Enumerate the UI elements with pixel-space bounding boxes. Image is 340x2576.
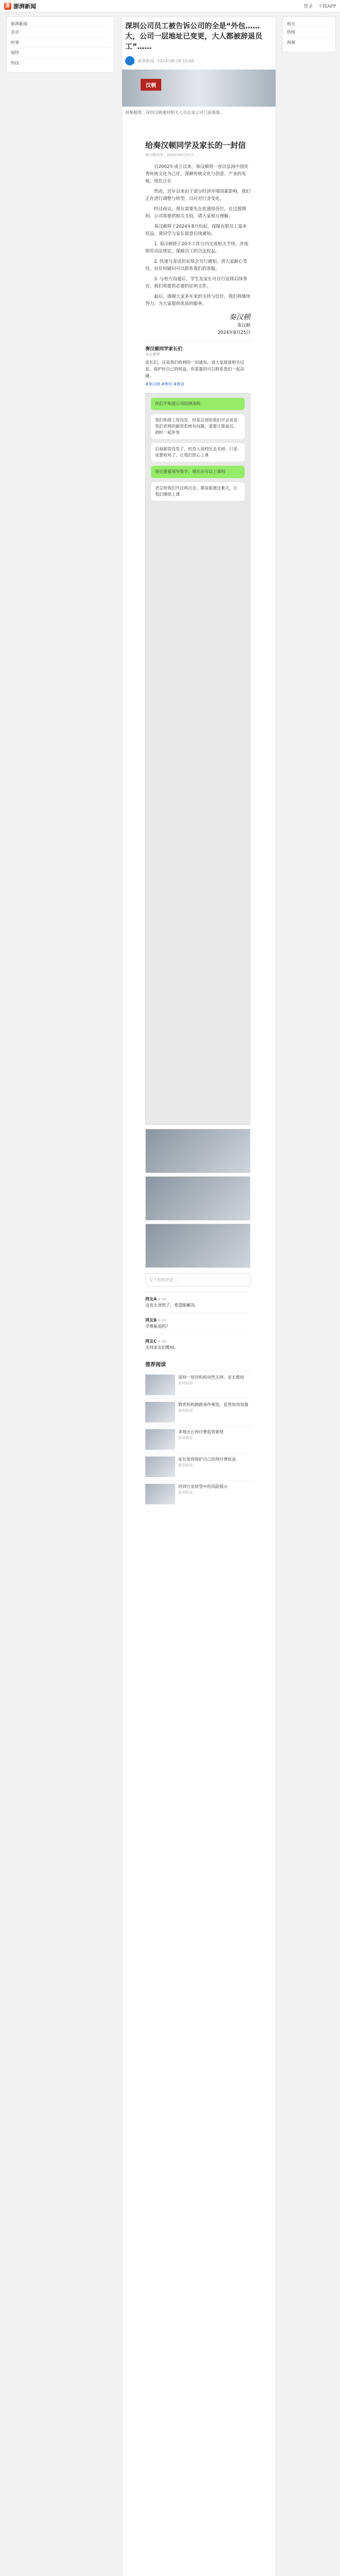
letter-paragraph: 经过商议，现在需要先在此通知各位，在过渡期间，公司将提供相关支持，请大家相互理解。 <box>145 207 246 219</box>
left-sidebar <box>6 16 114 2576</box>
recommend-meta: 澎湃新闻 <box>178 1409 193 1413</box>
post-body: 家长们，这是我们收到的一封通知，请大家留意相关信息，保护好自己的权益，有需要的可以联系我们一起沟通。 <box>145 360 244 378</box>
recommend-meta: 澎湃新闻 <box>178 1490 193 1495</box>
letter-date: 2024年8月25日 <box>166 153 194 157</box>
article-photo <box>145 1224 250 1268</box>
recommend-thumbnail <box>145 1456 175 1477</box>
recommend-thumbnail <box>145 1429 175 1450</box>
comment-text: 支持家长们维权。 <box>145 1345 178 1350</box>
cover-sign-text: 汉顿 <box>141 79 161 91</box>
author-avatar[interactable] <box>125 56 134 65</box>
brand-name: 澎湃新闻 <box>13 3 36 10</box>
signature-block <box>143 308 252 341</box>
comment-text: 学费能退吗？ <box>145 1324 170 1329</box>
recommend-item[interactable] <box>143 1426 252 1453</box>
recommend-thumbnail <box>145 1375 175 1395</box>
recommend-text[interactable]: 深圳一培训机构突然关停，家长维权 <box>178 1375 244 1380</box>
comment-input[interactable]: 写下你的评论... <box>145 1273 250 1286</box>
letter-paragraph: 最后，感谢大家多年来的支持与信任，我们将继续努力，为大家提供优质的服务。 <box>145 294 251 307</box>
comment-time: 8-28 <box>158 1297 166 1301</box>
article-byline <box>122 54 276 70</box>
article-photo <box>145 1129 250 1173</box>
recommend-text[interactable]: 多地出台预付费监管新规 <box>178 1430 224 1434</box>
recommend-item[interactable] <box>143 1480 252 1507</box>
post-source: 来自微博 <box>145 352 160 357</box>
recommend-thumbnail <box>145 1402 175 1422</box>
recommend-meta: 澎湃新闻 <box>178 1381 193 1385</box>
recommend-text[interactable]: 教育机构跑路事件频发，监管如何加强 <box>178 1402 248 1407</box>
comment-item <box>143 1313 252 1334</box>
publish-time: 2024-08-28 10:00 <box>157 58 195 63</box>
recommend-title: 推荐阅读 <box>145 1362 166 1368</box>
letter-paragraph: 然而，近年以来由于部分经济环境因素影响，我们正在进行调整与转型，以应对行业变化。 <box>145 189 251 201</box>
letter-paragraph: 奏汉顿将于2024年8月份起，保障在职员工基本权益，请同学与家长留意后续通知。 <box>145 224 247 236</box>
right-side-item[interactable]: 视频 <box>287 37 331 47</box>
login-link[interactable]: 登录 <box>303 4 313 9</box>
recommend-item[interactable] <box>143 1371 252 1398</box>
left-side-item[interactable]: 科技 <box>11 58 110 68</box>
top-navigation <box>0 0 340 12</box>
letter-content <box>143 140 252 2576</box>
right-sidebar <box>282 16 336 2576</box>
signature-org: 奏汉顿 <box>237 323 250 328</box>
recommend-meta: 澎湃新闻 <box>178 1436 193 1440</box>
social-post <box>143 341 252 389</box>
signature: 奏汉顿 <box>229 313 250 321</box>
comment-author[interactable]: 网友B <box>145 1318 157 1323</box>
comment-item <box>143 1292 252 1313</box>
top-actions <box>303 3 336 9</box>
chat-message: 现在想看领导签字，现在还可以上课吗 <box>151 466 245 478</box>
article-photo <box>145 1176 250 1221</box>
chat-message: 老总给我们开过两次会，都说能渡过难关，让我们继续上课 <box>151 482 245 501</box>
brand-icon: 澎 <box>5 3 10 9</box>
recommend-meta: 澎湃新闻 <box>178 1463 193 1467</box>
chat-message: 后面薪资没发了，但没人说校区会关掉，只是说要收尾了，让我们放心上课 <box>151 443 245 462</box>
article-title: 深圳公司员工被告诉公司的全是“外包……大，公司一层地址已变更，大人都被辞退员工”…… <box>125 22 262 51</box>
download-app-link[interactable]: 下载APP <box>317 4 336 9</box>
post-author[interactable]: 奏汉顿同学家长们 <box>145 347 183 352</box>
author-name[interactable]: 澎湃新闻 <box>138 58 154 63</box>
comment-time: 8-28 <box>158 1340 166 1344</box>
letter-paragraph: 3. 与校方沟通后，学生及家长可自行安排后续事宜，我们将提供必要的证明文件。 <box>145 277 247 289</box>
cover-image <box>122 70 276 107</box>
chat-screenshot <box>145 393 250 1125</box>
recommend-item[interactable] <box>143 1398 252 1426</box>
letter-paragraph: 自2002年成立以来，奏汉顿将一直以弘扬中国优秀传统文化为己任，深耕传统文化与创意、产业的发展，现在正在 <box>145 164 249 184</box>
left-card-title: 澎湃新闻 <box>11 22 27 26</box>
letter-meta: 奏汉顿同学 · 2024年8月25日 <box>145 153 194 157</box>
right-side-item[interactable]: 热榜 <box>287 27 331 37</box>
page <box>0 12 340 2576</box>
recommend-text[interactable]: 家长如何保护自己的预付费权益 <box>178 1457 236 1462</box>
comment-item <box>143 1334 252 1355</box>
letter-source: 奏汉顿同学 <box>145 153 163 157</box>
comment-time: 8-28 <box>158 1318 166 1323</box>
recommend-thumbnail <box>145 1484 175 1504</box>
comment-author[interactable]: 网友C <box>145 1339 157 1344</box>
chat-message: 你们不知道公司的情况吗 <box>151 398 245 410</box>
comment-text: 这也太突然了，希望能解决。 <box>145 1303 199 1308</box>
recommend-item[interactable] <box>143 1453 252 1480</box>
left-side-item[interactable]: 时事 <box>11 37 110 47</box>
cover-caption: 视频截图：深圳汉顿建材相关人员在该公司门前聚集。 <box>125 110 224 115</box>
right-side-card <box>282 16 336 52</box>
left-side-item[interactable]: 财经 <box>11 47 110 58</box>
comment-author[interactable]: 网友A <box>145 1297 157 1301</box>
letter-title: 给奏汉顿同学及家长的一封信 <box>145 141 246 150</box>
letter-paragraph: 1. 奏汉顿将于20个工作日内完成相关手续，并按照劳动法规定，保障员工的合法权益。 <box>145 242 249 254</box>
signature-date: 2024年8月25日 <box>217 330 250 335</box>
chat-message: 我们知道工资没发，但是总部给我们开会说是我们老师的薪资系统有问题，需要计算延迟，到时一起补发 <box>151 414 245 439</box>
brand-logo[interactable] <box>4 2 36 10</box>
post-tags[interactable]: #奏汉顿 #维权 #教育 <box>145 382 185 386</box>
letter-paragraph: 2. 快递与寄送的安排会另行通知，请大家耐心等待，有任何疑问可以联系我们的客服。 <box>145 259 247 272</box>
right-card-title: 相关 <box>287 22 295 26</box>
left-side-card <box>6 16 114 73</box>
recommend-text[interactable]: 培训行业转型中的风险提示 <box>178 1484 228 1489</box>
left-side-item[interactable]: 首页 <box>11 27 110 37</box>
